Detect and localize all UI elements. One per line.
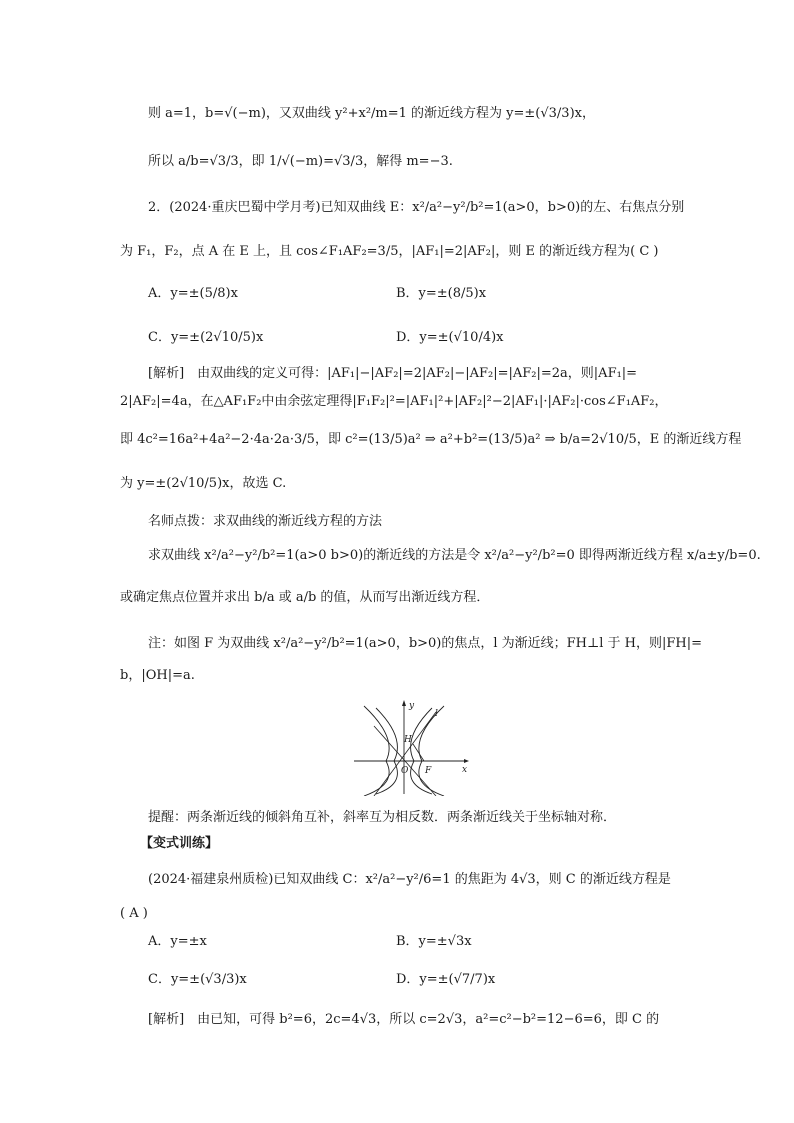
text-line-2: 所以 a/b=√3/3，即 1/√(−m)=√3/3，解得 m=−3. [148, 154, 453, 169]
x-axis-arrow [464, 759, 469, 763]
q2-option-c: C．y=±(2√10/5)x [148, 330, 264, 345]
analysis-line-2: 2|AF₂|=4a，在△AF₁F₂中由余弦定理得|F₁F₂|²=|AF₁|²+|AF₂|²−2|AF₁|·|AF₂|·cos∠F₁AF₂， [120, 394, 668, 409]
hyperbola-left-branch-outer [364, 706, 389, 796]
point-H-label: H [404, 735, 412, 745]
question-2-stem-cont: 为 F₁，F₂，点 A 在 E 上，且 cos∠F₁AF₂=3/5，|AF₁|=2|AF₂|，则 E 的渐近线方程为( C ) [120, 244, 659, 259]
origin-O-label: O [401, 766, 409, 776]
axis-x-label: x [462, 765, 468, 775]
note-line-2: b，|OH|=a. [120, 668, 195, 683]
variant-answer: ( A ) [120, 906, 148, 921]
variant-question-stem: (2024·福建泉州质检)已知双曲线 C：x²/a²−y²/6=1 的焦距为 4√3，则 C 的渐近线方程是 [148, 872, 671, 887]
analysis-line-1: [解析] 由双曲线的定义可得：|AF₁|−|AF₂|=2|AF₂|−|AF₂|=|AF₂|=2a，则|AF₁|= [148, 366, 638, 381]
y-axis-arrow [402, 700, 406, 706]
note-line-1: 注：如图 F 为双曲线 x²/a²−y²/b²=1(a>0，b>0)的焦点，l 为渐近线；FH⊥l 于 H，则|FH|= [148, 636, 703, 651]
variant-training-heading: 【变式训练】 [140, 836, 219, 851]
hyperbola-figure [352, 698, 472, 796]
question-2-stem: 2．(2024·重庆巴蜀中学月考)已知双曲线 E：x²/a²−y²/b²=1(a>0，b>0)的左、右焦点分别 [148, 200, 685, 215]
analysis-line-4: 为 y=±(2√10/5)x，故选 C. [120, 476, 287, 491]
q2-option-a: A．y=±(5/8)x [148, 286, 238, 301]
tip-line-1: 求双曲线 x²/a²−y²/b²=1(a>0 b>0)的渐近线的方法是令 x²/a²−y²/b²=0 即得两渐近线方程 x/a±y/b=0. [148, 548, 761, 563]
analysis-line-3: 即 4c²=16a²+4a²−2·4a·2a·3/5，即 c²=(13/5)a² ⇒ a²+b²=(13/5)a² ⇒ b/a=2√10/5，E 的渐近线方程 [120, 432, 742, 447]
var-option-d: D．y=±(√7/7)x [396, 972, 496, 987]
var-option-a: A．y=±x [148, 934, 207, 949]
asymptote-l-label: l [435, 709, 438, 719]
q2-option-b: B．y=±(8/5)x [396, 286, 487, 301]
q2-option-d: D．y=±(√10/4)x [396, 330, 504, 345]
hyperbola-right-branch-outer [419, 706, 444, 796]
axis-y-label: y [409, 701, 415, 711]
var-option-b: B．y=±√3x [396, 934, 472, 949]
var-option-c: C．y=±(√3/3)x [148, 972, 247, 987]
variant-analysis-line: [解析] 由已知，可得 b²=6，2c=4√3，所以 c=2√3，a²=c²−b²=12−6=6，即 C 的 [148, 1012, 660, 1027]
tip-heading: 名师点拨：求双曲线的渐近线方程的方法 [148, 514, 383, 529]
focus-F-label: F [425, 766, 432, 776]
tip-line-2: 或确定焦点位置并求出 b/a 或 a/b 的值，从而写出渐近线方程． [120, 590, 490, 605]
reminder-line: 提醒：两条渐近线的倾斜角互补，斜率互为相反数．两条渐近线关于坐标轴对称． [148, 810, 617, 825]
asymptote-l [374, 712, 436, 796]
text-line-1: 则 a=1，b=√(−m)，又双曲线 y²+x²/m=1 的渐近线方程为 y=±(√3/3)x， [148, 106, 595, 121]
